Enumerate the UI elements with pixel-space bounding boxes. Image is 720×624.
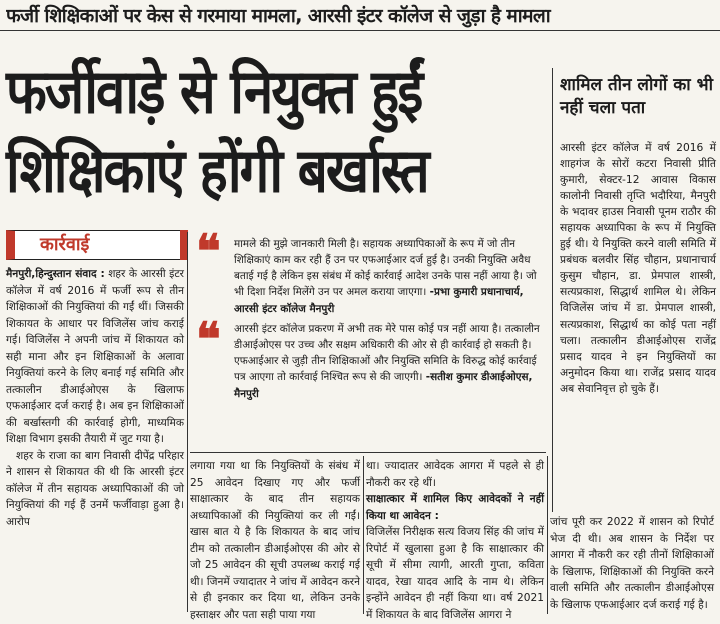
column-1-text: शहर के आरसी इंटर कॉलेज में वर्ष 2016 में फर्जी रूप से तीन शिक्षिकाओं की नियुक्तियां की गईं थीं। जिसकी शिकायत के आधार पर विजिलेंस जांच कराई गई। विजिलेंस ने अपनी जांच में शिकायत को सही माना और इन शिक्षिकाओं के अलावा नियुक्तियां करने के लिए बनाई गई समिति और तत्कालीन डीआईओएस के खिलाफ एफआईआर दर्ज कराई है। अब इन शिक्षिकाओं की बर्खास्तगी की कार्रवाई होगी, माध्यमिक शिक्षा विभाग इसकी तैयारी में जुट गया है। [6,268,184,446]
sidebar-heading: शामिल तीन लोगों का भी नहीं चला पता [560,75,713,118]
sidebar-body: आरसी इंटर कॉलेज में वर्ष 2016 में शाहगंज के सोरों कटरा निवासी प्रीति कुमारी, सेक्टर-12 आवास विकास कालोनी निवासी तृप्ति भदौरिया, मैनपुरी के भदावर हाउस निवासी पूनम राठौर की सहायक अध्यापिका के रूप में नियुक्ति हुई थी। ये नियुक्ति करने वाली समिति में प्रबंधक बलवीर सिंह चौहान, प्रधानाचार्य कुसुम चौहान, डा. प्रेमपाल शास्त्री, सत्यप्रकाश, सिद्धार्थ शामिल थे। लेकिन विजिलेंस जांच में डा. प्रेमपाल शास्त्री, सत्यप्रकाश, सिद्धार्थ का कोई पता नहीं चला। तत्कालीन डीआईओएस राजेंद्र प्रसाद यादव ने इन नियुक्तियों का अनुमोदन किया था। राजेंद्र प्रसाद यादव अब सेवानिवृत्त हो चुके हैं। [560,141,716,395]
column-3-subheading: साक्षात्कार में शामिल किए आवेदकों ने नहीं किया था आवेदन : [366,493,544,522]
main-headline-line1: फर्जीवाड़े से नियुक्त हुईं [6,57,422,128]
article-column-1 [6,266,184,530]
column-divider-2 [363,456,364,614]
column-divider-3 [547,456,548,614]
quote-1-text: मामले की मुझे जानकारी मिली है। सहायक अध्यापिकाओं के रूप में जो तीन शिक्षिकाएं काम कर रही हैं उन पर एफआईआर दर्ज हुई है। उनकी नियुक्ति अवैध बताई गई है लेकिन इस संबंध में कोई कार्रवाई आदेश उनके पास नहीं आया है। जो भी दिशा निर्देश मिलेंगे उन पर अमल कराया जाएगा। [234,238,537,299]
quote-divider [190,452,546,453]
article-column-3 [366,458,544,623]
article-column-2: लगाया गया था कि नियुक्तियों के संबंध में 25 आवेदन दिखाए गए और फर्जी साक्षात्कार के बाद तीन सहायक अध्यापिकाओं की नियुक्तियां कर ली गईं। खास बात ये है कि शिकायत के बाद जांच टीम को तत्कालीन डीआईओएस की ओर से जो 25 आवेदन की सूची उपलब्ध कराई गई थी। जिनमें ज्यादातर ने जांच में आवेदन करने से ही इनकार कर दिया था, लेकिन उनके हस्ताक्षर और पता सही पाया गया [190,460,360,621]
sidebar-divider [552,68,553,512]
column-1-paragraph-2: शहर के राजा का बाग निवासी दीपेंद्र परिहार ने शासन से शिकायत की थी कि आरसी इंटर कॉलेज में तीन सहायक अध्यापिकाओं की जो नियुक्तियां की गई हैं उनमें फर्जीवाड़ा हुआ है। आरोप [6,449,184,528]
column-divider-1 [187,232,188,612]
quote-mark-icon: ❝ [196,224,221,278]
quote-2-text: आरसी इंटर कॉलेज प्रकरण में अभी तक मेरे पास कोई पत्र नहीं आया है। तत्कालीन डीआईओएस पर उच्च और सक्षम अधिकारी की ओर से ही कार्रवाई हो सकती है। एफआईआर से जुड़ी तीन शिक्षिकाओं और नियुक्ति समिति के विरुद्ध कोई कार्रवाई पत्र आएगा तो कार्रवाई निश्चित रूप से की जाएगी। [234,323,540,384]
quote-2-attribution: -सतीश कुमार डीआईओएस, मैनपुरी [234,371,533,400]
main-headline-line2: शिक्षिकाएं होंगी बर्खास्त [6,136,428,207]
section-label: कार्रवाई [40,234,90,255]
article-column-4: जांच पूरी कर 2022 में शासन को रिपोर्ट भेज दी थी। अब शासन के निर्देश पर आगरा में नौकरी कर रही तीनों शिक्षिकाओं के खिलाफ, शिक्षिकाओं की नियुक्ति करने वाली समिति और तत्कालीन डीआईओएस के खिलाफ एफआईआर दर्ज कराई गई है। [550,516,714,611]
section-label-box [6,230,182,260]
quote-1-attribution: -प्रभा कुमारी प्रधानाचार्य, आरसी इंटर कॉलेज मैनपुरी [234,286,524,315]
quote-block-1 [234,236,544,317]
quote-block-2 [234,321,544,402]
byline: मैनपुरी,हिन्दुस्तान संवाद : [6,268,105,280]
kicker-divider [0,30,720,31]
column-3-text: विजिलेंस निरीक्षक सत्य विजय सिंह की जांच में रिपोर्ट में खुलासा हुआ है कि साक्षात्कार की सूची में सीमा त्यागी, आरती गुप्ता, कविता यादव, रेखा यादव आदि के नाम थे। लेकिन इन्होंने आवेदन ही नहीं किया था। वर्ष 2021 में शिकायत के बाद विजिलेंस आगरा ने [366,526,544,621]
kicker-headline: फर्जी शिक्षिकाओं पर केस से गरमाया मामला, आरसी इंटर कॉलेज से जुड़ा है मामला [6,5,551,27]
column-3-lead: था। ज्यादातर आवेदक आगरा में पहले से ही नौकरी कर रहे थीं। [366,460,544,489]
quote-mark-icon: ❝ [196,312,221,366]
